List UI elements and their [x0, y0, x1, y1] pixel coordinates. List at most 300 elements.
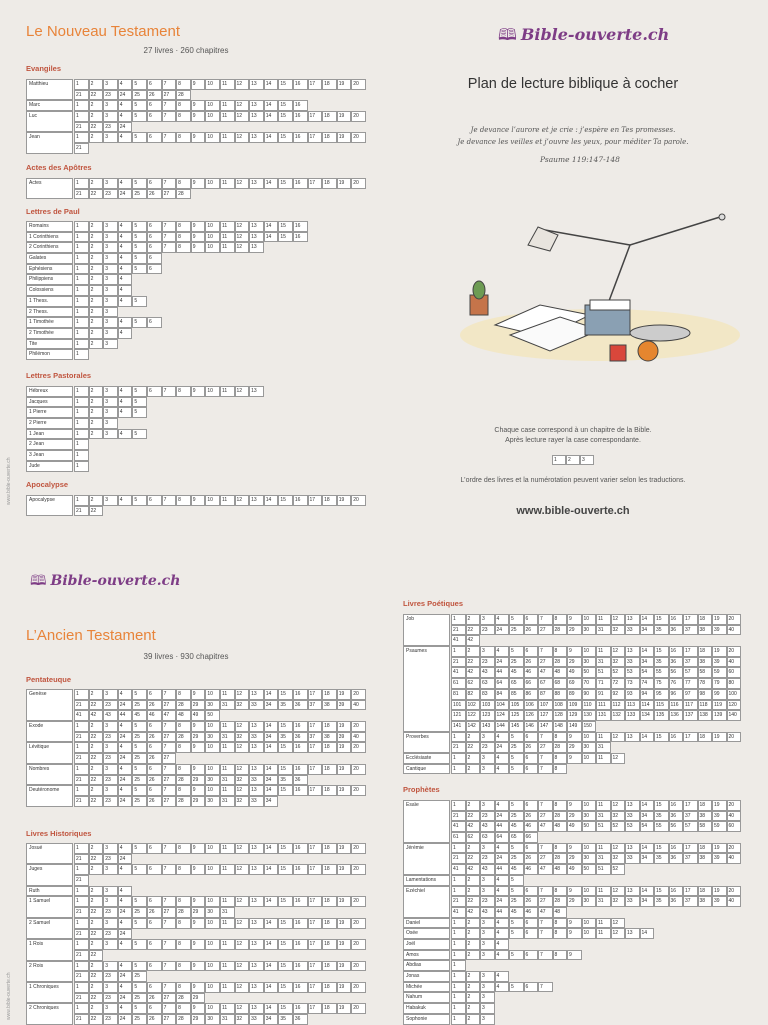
- chapter-checkbox[interactable]: 42: [466, 635, 481, 646]
- chapter-checkbox[interactable]: 4: [118, 961, 133, 972]
- chapter-checkbox[interactable]: 8: [176, 961, 191, 972]
- chapter-checkbox[interactable]: 14: [264, 111, 279, 122]
- chapter-checkbox[interactable]: 3: [103, 132, 118, 143]
- chapter-checkbox[interactable]: 18: [698, 732, 713, 743]
- chapter-checkbox[interactable]: 14: [264, 221, 279, 232]
- chapter-checkbox[interactable]: 31: [220, 732, 235, 743]
- chapter-checkbox[interactable]: 16: [293, 232, 308, 243]
- chapter-checkbox[interactable]: 4: [118, 264, 133, 275]
- chapter-checkbox[interactable]: 5: [132, 79, 147, 90]
- chapter-checkbox[interactable]: 10: [205, 79, 220, 90]
- chapter-checkbox[interactable]: 1: [74, 178, 89, 189]
- chapter-checkbox[interactable]: 7: [162, 111, 177, 122]
- chapter-checkbox[interactable]: 21: [74, 122, 89, 133]
- chapter-checkbox[interactable]: 6: [524, 843, 539, 854]
- chapter-checkbox[interactable]: 20: [351, 111, 366, 122]
- chapter-checkbox[interactable]: 24: [495, 657, 510, 668]
- chapter-checkbox[interactable]: 122: [466, 710, 481, 721]
- chapter-checkbox[interactable]: 32: [235, 796, 250, 807]
- chapter-checkbox[interactable]: 3: [480, 753, 495, 764]
- chapter-checkbox[interactable]: 6: [524, 800, 539, 811]
- chapter-checkbox[interactable]: 4: [495, 950, 510, 961]
- chapter-checkbox[interactable]: 3: [480, 875, 495, 886]
- chapter-checkbox[interactable]: 8: [553, 928, 568, 939]
- chapter-checkbox[interactable]: 15: [278, 785, 293, 796]
- chapter-checkbox[interactable]: 7: [538, 764, 553, 775]
- chapter-checkbox[interactable]: 10: [205, 232, 220, 243]
- chapter-checkbox[interactable]: 11: [220, 232, 235, 243]
- chapter-checkbox[interactable]: 12: [235, 764, 250, 775]
- chapter-checkbox[interactable]: 45: [509, 821, 524, 832]
- chapter-checkbox[interactable]: 36: [293, 1014, 308, 1025]
- chapter-checkbox[interactable]: 125: [509, 710, 524, 721]
- chapter-checkbox[interactable]: 12: [611, 918, 626, 929]
- chapter-checkbox[interactable]: 25: [132, 90, 147, 101]
- chapter-checkbox[interactable]: 37: [683, 657, 698, 668]
- chapter-checkbox[interactable]: 94: [640, 689, 655, 700]
- chapter-checkbox[interactable]: 40: [727, 657, 742, 668]
- chapter-checkbox[interactable]: 4: [118, 843, 133, 854]
- chapter-checkbox[interactable]: 10: [582, 886, 597, 897]
- chapter-checkbox[interactable]: 82: [466, 689, 481, 700]
- chapter-checkbox[interactable]: 10: [205, 100, 220, 111]
- chapter-checkbox[interactable]: 23: [103, 753, 118, 764]
- chapter-checkbox[interactable]: 3: [103, 407, 118, 418]
- chapter-checkbox[interactable]: 16: [669, 800, 684, 811]
- chapter-checkbox[interactable]: 26: [147, 907, 162, 918]
- chapter-checkbox[interactable]: 27: [538, 657, 553, 668]
- chapter-checkbox[interactable]: 104: [495, 700, 510, 711]
- chapter-checkbox[interactable]: 3: [103, 242, 118, 253]
- chapter-checkbox[interactable]: 63: [480, 678, 495, 689]
- chapter-checkbox[interactable]: 20: [727, 800, 742, 811]
- chapter-checkbox[interactable]: 12: [611, 800, 626, 811]
- chapter-checkbox[interactable]: 3: [103, 111, 118, 122]
- chapter-checkbox[interactable]: 28: [553, 811, 568, 822]
- chapter-checkbox[interactable]: 13: [249, 100, 264, 111]
- chapter-checkbox[interactable]: 65: [509, 832, 524, 843]
- chapter-checkbox[interactable]: 121: [451, 710, 466, 721]
- chapter-checkbox[interactable]: 6: [147, 864, 162, 875]
- chapter-checkbox[interactable]: 1: [74, 79, 89, 90]
- chapter-checkbox[interactable]: 5: [509, 732, 524, 743]
- chapter-checkbox[interactable]: 7: [162, 689, 177, 700]
- chapter-checkbox[interactable]: 4: [118, 317, 133, 328]
- chapter-checkbox[interactable]: 1: [74, 221, 89, 232]
- chapter-checkbox[interactable]: 14: [264, 785, 279, 796]
- chapter-checkbox[interactable]: 38: [698, 657, 713, 668]
- chapter-checkbox[interactable]: 16: [293, 495, 308, 506]
- chapter-checkbox[interactable]: 18: [698, 614, 713, 625]
- chapter-checkbox[interactable]: 6: [147, 253, 162, 264]
- chapter-checkbox[interactable]: 2: [89, 307, 104, 318]
- chapter-checkbox[interactable]: 27: [538, 896, 553, 907]
- chapter-checkbox[interactable]: 9: [191, 896, 206, 907]
- chapter-checkbox[interactable]: 41: [451, 907, 466, 918]
- chapter-checkbox[interactable]: 11: [220, 495, 235, 506]
- chapter-checkbox[interactable]: 39: [337, 700, 352, 711]
- chapter-checkbox[interactable]: 15: [278, 864, 293, 875]
- chapter-checkbox[interactable]: 1: [74, 328, 89, 339]
- chapter-checkbox[interactable]: 1: [74, 253, 89, 264]
- chapter-checkbox[interactable]: 12: [235, 178, 250, 189]
- chapter-checkbox[interactable]: 23: [103, 189, 118, 200]
- chapter-checkbox[interactable]: 17: [308, 495, 323, 506]
- chapter-checkbox[interactable]: 2: [89, 253, 104, 264]
- chapter-checkbox[interactable]: 4: [118, 178, 133, 189]
- chapter-checkbox[interactable]: 79: [712, 678, 727, 689]
- chapter-checkbox[interactable]: 13: [625, 646, 640, 657]
- chapter-checkbox[interactable]: 46: [524, 667, 539, 678]
- chapter-checkbox[interactable]: 5: [132, 843, 147, 854]
- chapter-checkbox[interactable]: 20: [351, 961, 366, 972]
- chapter-checkbox[interactable]: 3: [103, 397, 118, 408]
- chapter-checkbox[interactable]: 24: [495, 811, 510, 822]
- chapter-checkbox[interactable]: 12: [235, 132, 250, 143]
- chapter-checkbox[interactable]: 20: [727, 732, 742, 743]
- brand-logo-top[interactable]: [498, 24, 669, 51]
- chapter-checkbox[interactable]: 4: [118, 285, 133, 296]
- chapter-checkbox[interactable]: 10: [205, 1003, 220, 1014]
- chapter-checkbox[interactable]: 21: [451, 742, 466, 753]
- chapter-checkbox[interactable]: 58: [698, 667, 713, 678]
- chapter-checkbox[interactable]: 19: [337, 495, 352, 506]
- chapter-checkbox[interactable]: 13: [625, 843, 640, 854]
- chapter-checkbox[interactable]: 31: [596, 657, 611, 668]
- chapter-checkbox[interactable]: 19: [337, 785, 352, 796]
- chapter-checkbox[interactable]: 105: [509, 700, 524, 711]
- chapter-checkbox[interactable]: 29: [567, 811, 582, 822]
- chapter-checkbox[interactable]: 33: [625, 657, 640, 668]
- chapter-checkbox[interactable]: 12: [235, 386, 250, 397]
- chapter-checkbox[interactable]: 12: [235, 896, 250, 907]
- chapter-checkbox[interactable]: 55: [654, 667, 669, 678]
- chapter-checkbox[interactable]: 10: [205, 111, 220, 122]
- chapter-checkbox[interactable]: 8: [176, 495, 191, 506]
- chapter-checkbox[interactable]: 29: [191, 1014, 206, 1025]
- chapter-checkbox[interactable]: 5: [132, 961, 147, 972]
- chapter-checkbox[interactable]: 17: [308, 1003, 323, 1014]
- chapter-checkbox[interactable]: 5: [132, 221, 147, 232]
- chapter-checkbox[interactable]: 3: [480, 614, 495, 625]
- chapter-checkbox[interactable]: 5: [132, 296, 147, 307]
- chapter-checkbox[interactable]: 7: [162, 843, 177, 854]
- chapter-checkbox[interactable]: 22: [89, 700, 104, 711]
- chapter-checkbox[interactable]: 3: [103, 253, 118, 264]
- chapter-checkbox[interactable]: 41: [451, 667, 466, 678]
- chapter-checkbox[interactable]: 77: [683, 678, 698, 689]
- chapter-checkbox[interactable]: 13: [249, 742, 264, 753]
- chapter-checkbox[interactable]: 11: [220, 918, 235, 929]
- chapter-checkbox[interactable]: 24: [495, 742, 510, 753]
- chapter-checkbox[interactable]: 13: [249, 918, 264, 929]
- chapter-checkbox[interactable]: 1: [74, 689, 89, 700]
- chapter-checkbox[interactable]: 55: [654, 821, 669, 832]
- chapter-checkbox[interactable]: 5: [509, 875, 524, 886]
- chapter-checkbox[interactable]: 27: [162, 90, 177, 101]
- chapter-checkbox[interactable]: 25: [132, 971, 147, 982]
- chapter-checkbox[interactable]: 14: [264, 79, 279, 90]
- chapter-checkbox[interactable]: 12: [235, 111, 250, 122]
- chapter-checkbox[interactable]: 8: [176, 742, 191, 753]
- chapter-checkbox[interactable]: 8: [553, 646, 568, 657]
- chapter-checkbox[interactable]: 20: [351, 689, 366, 700]
- chapter-checkbox[interactable]: 41: [74, 710, 89, 721]
- chapter-checkbox[interactable]: 6: [524, 928, 539, 939]
- chapter-checkbox[interactable]: 15: [278, 689, 293, 700]
- chapter-checkbox[interactable]: 18: [322, 785, 337, 796]
- chapter-checkbox[interactable]: 103: [480, 700, 495, 711]
- chapter-checkbox[interactable]: 48: [553, 667, 568, 678]
- chapter-checkbox[interactable]: 3: [480, 843, 495, 854]
- chapter-checkbox[interactable]: 20: [351, 178, 366, 189]
- chapter-checkbox[interactable]: 47: [162, 710, 177, 721]
- chapter-checkbox[interactable]: 12: [611, 646, 626, 657]
- chapter-checkbox[interactable]: 16: [669, 732, 684, 743]
- chapter-checkbox[interactable]: 43: [480, 907, 495, 918]
- chapter-checkbox[interactable]: 4: [495, 928, 510, 939]
- chapter-checkbox[interactable]: 25: [509, 657, 524, 668]
- chapter-checkbox[interactable]: 52: [611, 821, 626, 832]
- chapter-checkbox[interactable]: 9: [567, 950, 582, 961]
- chapter-checkbox[interactable]: 34: [264, 700, 279, 711]
- chapter-checkbox[interactable]: 7: [538, 843, 553, 854]
- chapter-checkbox[interactable]: 4: [118, 407, 133, 418]
- chapter-checkbox[interactable]: 41: [451, 864, 466, 875]
- chapter-checkbox[interactable]: 26: [147, 775, 162, 786]
- chapter-checkbox[interactable]: 30: [582, 625, 597, 636]
- chapter-checkbox[interactable]: 69: [567, 678, 582, 689]
- chapter-checkbox[interactable]: 30: [205, 907, 220, 918]
- chapter-checkbox[interactable]: 27: [162, 1014, 177, 1025]
- chapter-checkbox[interactable]: 44: [495, 667, 510, 678]
- chapter-checkbox[interactable]: 148: [553, 721, 568, 732]
- chapter-checkbox[interactable]: 1: [74, 232, 89, 243]
- chapter-checkbox[interactable]: 3: [103, 886, 118, 897]
- chapter-checkbox[interactable]: 8: [176, 232, 191, 243]
- chapter-checkbox[interactable]: 32: [235, 700, 250, 711]
- chapter-checkbox[interactable]: 92: [611, 689, 626, 700]
- chapter-checkbox[interactable]: 32: [235, 775, 250, 786]
- chapter-checkbox[interactable]: 8: [176, 785, 191, 796]
- chapter-checkbox[interactable]: 3: [103, 843, 118, 854]
- chapter-checkbox[interactable]: 142: [466, 721, 481, 732]
- chapter-checkbox[interactable]: 36: [669, 896, 684, 907]
- chapter-checkbox[interactable]: 15: [278, 178, 293, 189]
- example-box-2[interactable]: 2: [566, 455, 580, 465]
- chapter-checkbox[interactable]: 7: [538, 982, 553, 993]
- chapter-checkbox[interactable]: 13: [249, 111, 264, 122]
- chapter-checkbox[interactable]: 30: [205, 775, 220, 786]
- chapter-checkbox[interactable]: 50: [582, 667, 597, 678]
- chapter-checkbox[interactable]: 8: [176, 111, 191, 122]
- chapter-checkbox[interactable]: 7: [538, 918, 553, 929]
- chapter-checkbox[interactable]: 16: [669, 646, 684, 657]
- chapter-checkbox[interactable]: 1: [451, 875, 466, 886]
- chapter-checkbox[interactable]: 51: [596, 821, 611, 832]
- chapter-checkbox[interactable]: 7: [162, 386, 177, 397]
- chapter-checkbox[interactable]: 13: [249, 961, 264, 972]
- chapter-checkbox[interactable]: 15: [278, 896, 293, 907]
- chapter-checkbox[interactable]: 25: [509, 811, 524, 822]
- chapter-checkbox[interactable]: 6: [147, 264, 162, 275]
- chapter-checkbox[interactable]: 2: [89, 221, 104, 232]
- chapter-checkbox[interactable]: 6: [524, 982, 539, 993]
- chapter-checkbox[interactable]: 23: [103, 854, 118, 865]
- chapter-checkbox[interactable]: 9: [191, 79, 206, 90]
- chapter-checkbox[interactable]: 24: [118, 907, 133, 918]
- chapter-checkbox[interactable]: 1: [74, 864, 89, 875]
- chapter-checkbox[interactable]: 107: [538, 700, 553, 711]
- chapter-checkbox[interactable]: 21: [74, 90, 89, 101]
- chapter-checkbox[interactable]: 11: [220, 1003, 235, 1014]
- chapter-checkbox[interactable]: 11: [220, 178, 235, 189]
- chapter-checkbox[interactable]: 29: [191, 775, 206, 786]
- chapter-checkbox[interactable]: 8: [553, 732, 568, 743]
- chapter-checkbox[interactable]: 13: [625, 800, 640, 811]
- chapter-checkbox[interactable]: 9: [191, 242, 206, 253]
- chapter-checkbox[interactable]: 35: [654, 657, 669, 668]
- chapter-checkbox[interactable]: 11: [596, 753, 611, 764]
- chapter-checkbox[interactable]: 16: [293, 764, 308, 775]
- chapter-checkbox[interactable]: 31: [220, 775, 235, 786]
- chapter-checkbox[interactable]: 11: [596, 918, 611, 929]
- chapter-checkbox[interactable]: 18: [698, 886, 713, 897]
- chapter-checkbox[interactable]: 1: [74, 918, 89, 929]
- chapter-checkbox[interactable]: 7: [162, 1003, 177, 1014]
- chapter-checkbox[interactable]: 4: [118, 100, 133, 111]
- chapter-checkbox[interactable]: 9: [191, 1003, 206, 1014]
- chapter-checkbox[interactable]: 23: [103, 700, 118, 711]
- chapter-checkbox[interactable]: 6: [524, 950, 539, 961]
- chapter-checkbox[interactable]: 85: [509, 689, 524, 700]
- chapter-checkbox[interactable]: 24: [118, 700, 133, 711]
- chapter-checkbox[interactable]: 56: [669, 821, 684, 832]
- chapter-checkbox[interactable]: 10: [205, 918, 220, 929]
- chapter-checkbox[interactable]: 15: [654, 614, 669, 625]
- chapter-checkbox[interactable]: 16: [293, 221, 308, 232]
- chapter-checkbox[interactable]: 24: [118, 189, 133, 200]
- chapter-checkbox[interactable]: 53: [625, 821, 640, 832]
- chapter-checkbox[interactable]: 29: [191, 796, 206, 807]
- chapter-checkbox[interactable]: 21: [451, 853, 466, 864]
- chapter-checkbox[interactable]: 24: [118, 929, 133, 940]
- chapter-checkbox[interactable]: 4: [495, 646, 510, 657]
- chapter-checkbox[interactable]: 5: [509, 753, 524, 764]
- chapter-checkbox[interactable]: 2: [89, 328, 104, 339]
- chapter-checkbox[interactable]: 18: [322, 961, 337, 972]
- chapter-checkbox[interactable]: 4: [495, 875, 510, 886]
- chapter-checkbox[interactable]: 2: [89, 961, 104, 972]
- chapter-checkbox[interactable]: 10: [205, 721, 220, 732]
- chapter-checkbox[interactable]: 1: [74, 843, 89, 854]
- chapter-checkbox[interactable]: 16: [293, 918, 308, 929]
- chapter-checkbox[interactable]: 15: [654, 843, 669, 854]
- chapter-checkbox[interactable]: 5: [132, 1003, 147, 1014]
- chapter-checkbox[interactable]: 1: [74, 418, 89, 429]
- chapter-checkbox[interactable]: 2: [466, 614, 481, 625]
- chapter-checkbox[interactable]: 28: [553, 742, 568, 753]
- chapter-checkbox[interactable]: 43: [480, 667, 495, 678]
- chapter-checkbox[interactable]: 22: [466, 896, 481, 907]
- chapter-checkbox[interactable]: 6: [147, 742, 162, 753]
- chapter-checkbox[interactable]: 33: [249, 732, 264, 743]
- chapter-checkbox[interactable]: 16: [293, 742, 308, 753]
- chapter-checkbox[interactable]: 3: [103, 495, 118, 506]
- chapter-checkbox[interactable]: 75: [654, 678, 669, 689]
- chapter-checkbox[interactable]: 2: [89, 339, 104, 350]
- chapter-checkbox[interactable]: 143: [480, 721, 495, 732]
- chapter-checkbox[interactable]: 14: [264, 918, 279, 929]
- chapter-checkbox[interactable]: 13: [249, 495, 264, 506]
- chapter-checkbox[interactable]: 4: [118, 918, 133, 929]
- chapter-checkbox[interactable]: 6: [147, 721, 162, 732]
- chapter-checkbox[interactable]: 7: [162, 242, 177, 253]
- chapter-checkbox[interactable]: 17: [683, 732, 698, 743]
- chapter-checkbox[interactable]: 17: [308, 178, 323, 189]
- chapter-checkbox[interactable]: 12: [235, 918, 250, 929]
- chapter-checkbox[interactable]: 65: [509, 678, 524, 689]
- chapter-checkbox[interactable]: 102: [466, 700, 481, 711]
- chapter-checkbox[interactable]: 53: [625, 667, 640, 678]
- chapter-checkbox[interactable]: 28: [176, 796, 191, 807]
- chapter-checkbox[interactable]: 2: [466, 646, 481, 657]
- chapter-checkbox[interactable]: 29: [567, 625, 582, 636]
- chapter-checkbox[interactable]: 71: [596, 678, 611, 689]
- chapter-checkbox[interactable]: 12: [611, 886, 626, 897]
- chapter-checkbox[interactable]: 24: [118, 775, 133, 786]
- chapter-checkbox[interactable]: 39: [712, 657, 727, 668]
- chapter-checkbox[interactable]: 2: [466, 1003, 481, 1014]
- chapter-checkbox[interactable]: 13: [249, 896, 264, 907]
- chapter-checkbox[interactable]: 98: [698, 689, 713, 700]
- chapter-checkbox[interactable]: 6: [147, 132, 162, 143]
- chapter-checkbox[interactable]: 47: [538, 864, 553, 875]
- chapter-checkbox[interactable]: 16: [293, 79, 308, 90]
- chapter-checkbox[interactable]: 4: [495, 939, 510, 950]
- chapter-checkbox[interactable]: 8: [553, 753, 568, 764]
- chapter-checkbox[interactable]: 13: [249, 843, 264, 854]
- chapter-checkbox[interactable]: 12: [611, 843, 626, 854]
- chapter-checkbox[interactable]: 1: [74, 307, 89, 318]
- chapter-checkbox[interactable]: 56: [669, 667, 684, 678]
- chapter-checkbox[interactable]: 8: [553, 950, 568, 961]
- chapter-checkbox[interactable]: 4: [118, 939, 133, 950]
- chapter-checkbox[interactable]: 2: [89, 1003, 104, 1014]
- chapter-checkbox[interactable]: 22: [466, 657, 481, 668]
- chapter-checkbox[interactable]: 40: [727, 853, 742, 864]
- chapter-checkbox[interactable]: 26: [147, 189, 162, 200]
- chapter-checkbox[interactable]: 42: [89, 710, 104, 721]
- chapter-checkbox[interactable]: 1: [74, 285, 89, 296]
- chapter-checkbox[interactable]: 124: [495, 710, 510, 721]
- chapter-checkbox[interactable]: 36: [669, 853, 684, 864]
- chapter-checkbox[interactable]: 12: [611, 928, 626, 939]
- chapter-checkbox[interactable]: 1: [74, 111, 89, 122]
- chapter-checkbox[interactable]: 106: [524, 700, 539, 711]
- chapter-checkbox[interactable]: 3: [103, 386, 118, 397]
- chapter-checkbox[interactable]: 4: [118, 689, 133, 700]
- chapter-checkbox[interactable]: 25: [132, 796, 147, 807]
- chapter-checkbox[interactable]: 22: [89, 122, 104, 133]
- chapter-checkbox[interactable]: 28: [553, 853, 568, 864]
- chapter-checkbox[interactable]: 17: [683, 614, 698, 625]
- chapter-checkbox[interactable]: 57: [683, 667, 698, 678]
- chapter-checkbox[interactable]: 28: [553, 657, 568, 668]
- chapter-checkbox[interactable]: 1: [451, 732, 466, 743]
- chapter-checkbox[interactable]: 62: [466, 832, 481, 843]
- chapter-checkbox[interactable]: 4: [118, 242, 133, 253]
